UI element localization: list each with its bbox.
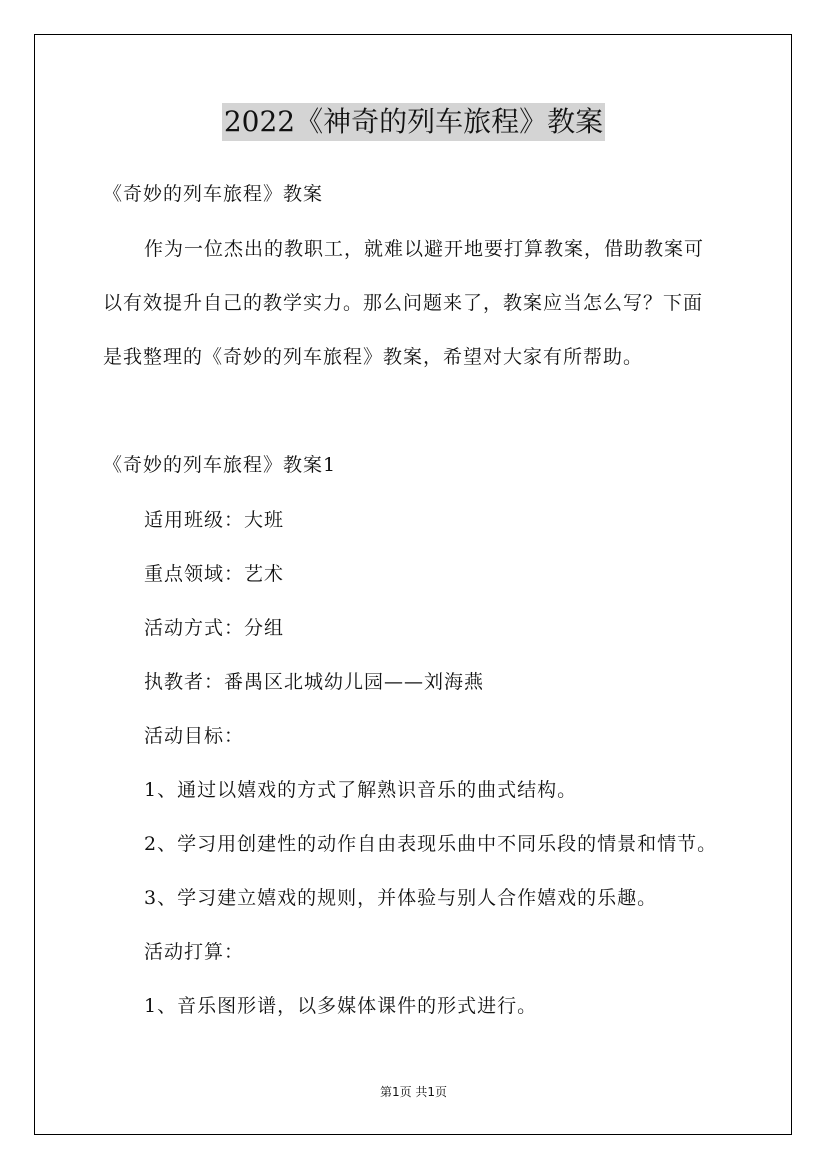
goal-item-2: 2、学习用创建性的动作自由表现乐曲中不同乐段的情景和情节。: [144, 833, 718, 855]
focus-area: 重点领域：艺术: [144, 563, 285, 585]
title-container: [0, 103, 827, 141]
intro-line-1: 作为一位杰出的教职工，就难以避开地要打算教案，借助教案可: [144, 238, 705, 260]
document-title: 2022《神奇的列车旅程》教案: [222, 103, 605, 141]
prep-item-1: 1、音乐图形谱，以多媒体课件的形式进行。: [144, 995, 538, 1017]
goal-item-3: 3、学习建立嬉戏的规则，并体验与别人合作嬉戏的乐趣。: [144, 887, 658, 909]
teacher: 执教者：番禺区北城幼儿园——刘海燕: [144, 671, 485, 693]
prep-heading: 活动打算：: [144, 941, 245, 963]
document-subtitle: 《奇妙的列车旅程》教案: [103, 183, 324, 205]
class-level: 适用班级：大班: [144, 509, 285, 531]
goals-heading: 活动目标：: [144, 725, 245, 747]
goal-item-1: 1、通过以嬉戏的方式了解熟识音乐的曲式结构。: [144, 779, 578, 801]
section-heading: 《奇妙的列车旅程》教案1: [103, 454, 337, 476]
intro-line-3: 是我整理的《奇妙的列车旅程》教案，希望对大家有所帮助。: [103, 346, 644, 368]
activity-mode: 活动方式：分组: [144, 617, 285, 639]
intro-line-2: 以有效提升自己的教学实力。那么问题来了，教案应当怎么写？下面: [103, 292, 704, 314]
page-footer: 第1页 共1页: [379, 1085, 448, 1099]
